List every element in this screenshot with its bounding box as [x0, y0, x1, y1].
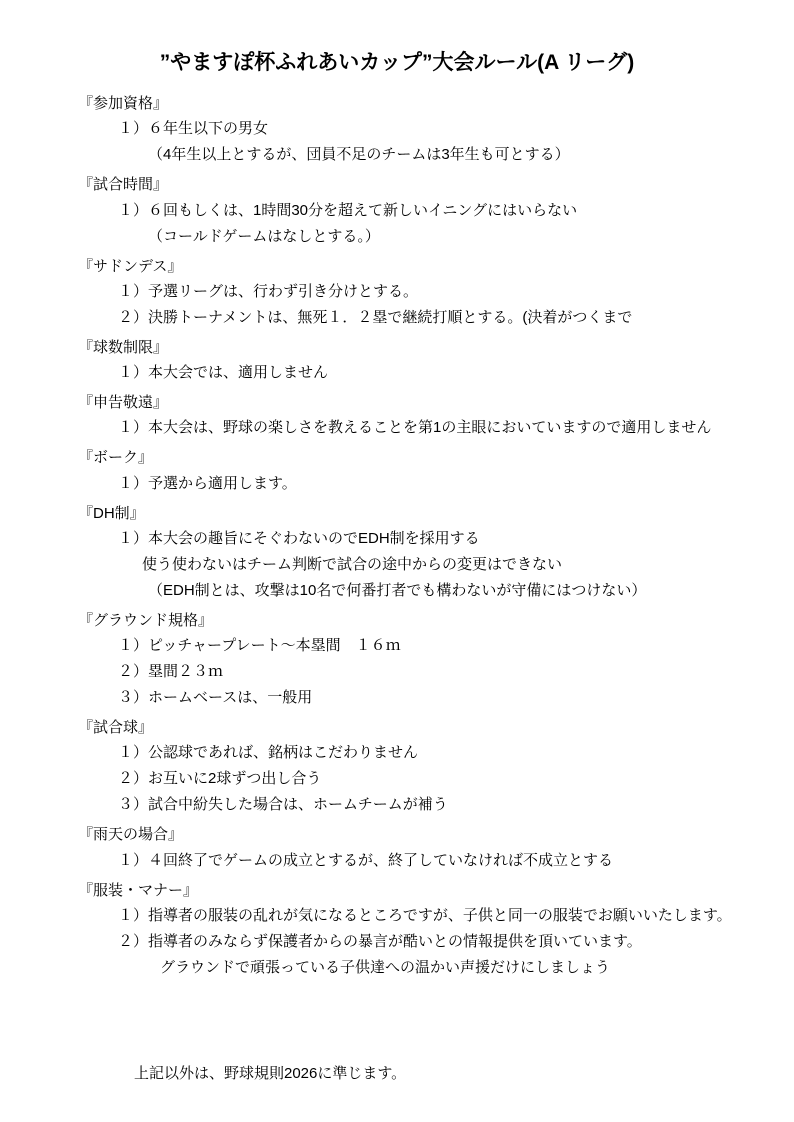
rule-item: １）予選リーグは、行わず引き分けとする。	[118, 282, 419, 300]
rule-item: ３）ホームベースは、一般用	[118, 689, 313, 706]
rule-item: （コールドゲームはなしとする。）	[148, 227, 380, 245]
rule-section	[56, 391, 738, 440]
rule-item: （4年生以上とするが、団員不足のチームは3年生も可とする）	[148, 146, 570, 164]
page-title: ”やますぽ杯ふれあいカップ”大会ルール(A リーグ)	[159, 51, 635, 74]
rule-item: １）予選から適用します。	[118, 474, 297, 492]
rule-section	[56, 502, 738, 603]
rule-item: ２）決勝トーナメントは、無死１．２塁で継続打順とする。(決着がつくまで	[118, 308, 633, 326]
section-heading: 『試合時間』	[78, 176, 169, 194]
rule-item: １）本大会では、適用しません	[118, 364, 329, 381]
section-heading: 『ボーク』	[78, 449, 154, 467]
rule-section	[56, 823, 738, 872]
rule-item: ２）お互いに2球ずつ出し合う	[118, 770, 322, 788]
section-heading: 『雨天の場合』	[78, 826, 184, 844]
rule-item: ２）塁間２３ｍ	[118, 663, 224, 680]
section-heading: 『参加資格』	[78, 95, 169, 112]
rule-item: １）本大会は、野球の楽しさを教えることを第1の主眼においていますので適用しません	[118, 419, 712, 437]
section-heading: 『サドンデス』	[78, 257, 183, 275]
rule-section	[56, 446, 738, 495]
rule-item: （EDH制とは、攻撃は10名で何番打者でも構わないが守備にはつけない）	[148, 581, 647, 599]
rule-section	[56, 255, 738, 330]
rule-item: １）指導者の服装の乱れが気になるところですが、子供と同一の服装でお願いいたします。	[118, 906, 732, 924]
rule-section	[56, 92, 738, 167]
rule-item: １）６年生以下の男女	[118, 120, 269, 138]
footer-note: 上記以外は、野球規則2026に準じます。	[134, 1065, 407, 1082]
rule-item: １）公認球であれば、銘柄はこだわりません	[118, 744, 419, 762]
rule-item: １）４回終了でゲームの成立とするが、終了していなければ不成立とする	[118, 851, 614, 869]
rule-item: グラウンドで頑張っている子供達への温かい声援だけにしましょう	[160, 958, 611, 976]
rule-section	[56, 879, 738, 980]
section-heading: 『グラウンド規格』	[78, 611, 214, 629]
rule-item: １）６回もしくは、1時間30分を超えて新しいイニングにはいらない	[118, 201, 578, 219]
rule-section	[56, 609, 738, 710]
rule-item: 使う使わないはチーム判断で試合の途中からの変更はできない	[142, 555, 563, 573]
rule-item: ３）試合中紛失した場合は、ホームチームが補う	[118, 796, 448, 814]
rule-item: １）本大会の趣旨にそぐわないのでEDH制を採用する	[118, 529, 480, 547]
rule-item: ２）指導者のみならず保護者からの暴言が酷いとの情報提供を頂いています。	[118, 932, 642, 950]
section-heading: 『試合球』	[78, 719, 154, 736]
section-heading: 『服装・マナー』	[78, 881, 199, 899]
rules-sections	[56, 92, 738, 980]
rule-section	[56, 336, 738, 385]
section-heading: 『DH制』	[78, 504, 145, 522]
rule-section	[56, 173, 738, 248]
rule-section	[56, 716, 738, 817]
section-heading: 『申告敬遠』	[78, 394, 169, 411]
rule-item: １）ピッチャープレート～本塁間 １６ｍ	[118, 637, 401, 654]
section-heading: 『球数制限』	[78, 338, 169, 356]
